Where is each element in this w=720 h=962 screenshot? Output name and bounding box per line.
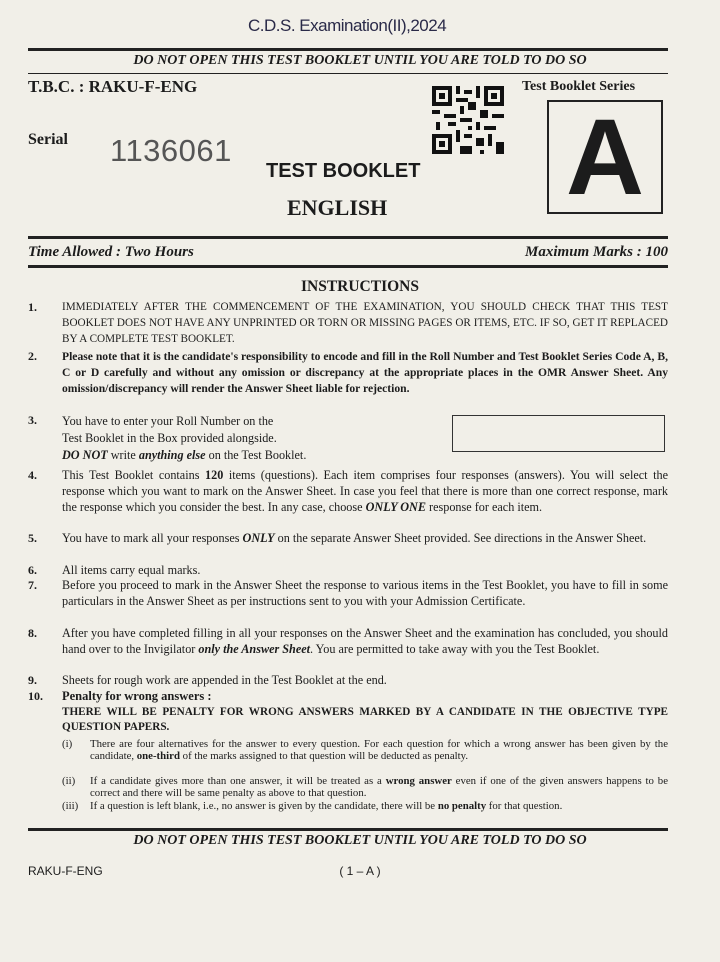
- text-part: even if one of the given answers happens to be correct and there will be same penalty as above to that question.: [90, 775, 668, 800]
- page-number: ( 1 – A ): [339, 864, 381, 878]
- item-line: write: [107, 448, 139, 462]
- text-part: response for each item.: [425, 499, 543, 514]
- sub-text: [90, 738, 668, 763]
- text-part: items (questions). Each item comprises four responses (answers). You will select the response which you want to mark on the Answer Sheet. In case you feel that there is more than one correct response, mark the response which you consider the best. In any case, choose: [62, 468, 668, 514]
- item-line: Test Booklet in the Box provided alongside.: [62, 431, 277, 445]
- text-part: After you have completed filling in all your responses on the Answer Sheet and the examination has concluded, you should hand over to the Invigilator: [62, 626, 668, 656]
- text-emphasis: only the Answer Sheet: [198, 641, 311, 656]
- series-label: Test Booklet Series: [522, 79, 636, 94]
- top-divider: [28, 48, 668, 51]
- serial-label: Serial: [28, 131, 68, 148]
- banner-underline: [28, 73, 668, 74]
- text-part: If a question is left blank, i.e., no answer is given by the candidate, there will be: [90, 800, 438, 812]
- item-number: 7.: [28, 578, 37, 592]
- text-part: of the marks assigned to that question will be deducted as penalty.: [179, 750, 469, 763]
- text-part: You have to mark all your responses: [62, 531, 243, 545]
- text-emphasis: ONLY: [242, 531, 275, 545]
- item-line: You have to enter your Roll Number on the: [62, 414, 274, 428]
- handwritten-exam-note: C.D.S. Examination(II),2024: [248, 16, 447, 35]
- item-text: [62, 689, 668, 735]
- sub-number: (iii): [62, 800, 79, 812]
- item-text: [62, 626, 668, 658]
- top-warning-banner: DO NOT OPEN THIS TEST BOOKLET UNTIL YOU ARE TOLD TO DO SO: [133, 53, 587, 68]
- text-emphasis: wrong answer: [385, 775, 452, 787]
- text-part: If a candidate gives more than one answer, it will be treated as a: [90, 775, 386, 787]
- text-emphasis: no penalty: [437, 800, 487, 812]
- item-number: 8.: [28, 626, 37, 640]
- roll-number-box[interactable]: [452, 415, 665, 452]
- text-emphasis: 120: [205, 468, 224, 482]
- time-bottom-divider: [28, 265, 668, 268]
- item-number: 6.: [28, 563, 37, 577]
- item-text: IMMEDIATELY AFTER THE COMMENCEMENT OF THE EXAMINATION, YOU SHOULD CHECK THAT THIS TEST BOOKLET DOES NOT HAVE ANY UNPRINTED OR TORN OR MISSING PAGES OR ITEMS, ETC. IF SO, GET IT REPLACED BY A COMPLETE TEST BOOKLET.: [62, 301, 668, 345]
- text-emphasis: one-third: [136, 750, 180, 763]
- booklet-title: TEST BOOKLET: [266, 160, 421, 182]
- series-code-box: [547, 96, 663, 217]
- item-text: All items carry equal marks.: [62, 563, 201, 577]
- maximum-marks: Maximum Marks : 100: [525, 244, 668, 260]
- time-allowed: Time Allowed : Two Hours: [28, 244, 194, 260]
- item-number: 3.: [28, 413, 37, 427]
- test-booklet-code: T.B.C. : RAKU-F-ENG: [28, 77, 198, 96]
- penalty-note: THERE WILL BE PENALTY FOR WRONG ANSWERS MARKED BY A CANDIDATE IN THE OBJECTIVE TYPE QUESTION PAPERS.: [62, 705, 668, 733]
- text-part: for that question.: [486, 800, 563, 812]
- item-number: 9.: [28, 673, 37, 687]
- text-emphasis: ONLY ONE: [365, 499, 426, 514]
- text-part: . You are permitted to take away with you the Test Booklet.: [310, 641, 600, 656]
- sub-text: [90, 800, 668, 812]
- item-text: Before you proceed to mark in the Answer Sheet the response to various items in the Test Booklet, you have to fill in some particulars in the Answer Sheet as per instructions sent to you with your Admission Certificate.: [62, 578, 668, 608]
- item-number: 4.: [28, 468, 37, 482]
- item-emphasis: DO NOT: [62, 448, 108, 462]
- item-number: 5.: [28, 531, 37, 545]
- text-part: There are four alternatives for the answer to every question. For each question for which a wrong answer has been given by the candidate,: [90, 738, 668, 763]
- sub-number: (i): [62, 738, 73, 750]
- bottom-divider: [28, 828, 668, 831]
- item-line: on the Test Booklet.: [205, 448, 307, 462]
- text-part: This Test Booklet contains: [62, 468, 205, 482]
- item-text: Please note that it is the candidate's responsibility to encode and fill in the Roll Number and Test Booklet Series Code A, B, C or D carefully and without any omission or discrepancy at the appropriate places in the OMR Answer Sheet. Any omission/discrepancy will render the Answer Sheet liable for rejection.: [62, 350, 668, 395]
- item-text: [62, 413, 438, 464]
- item-number: 1.: [28, 300, 37, 314]
- item-text: Sheets for rough work are appended in the Test Booklet at the end.: [62, 673, 387, 687]
- series-letter: A: [566, 96, 644, 217]
- item-text: [62, 468, 668, 515]
- serial-number: 1136061: [110, 133, 232, 168]
- instruction-item-10: [28, 689, 668, 829]
- instructions-heading: INSTRUCTIONS: [300, 278, 419, 295]
- time-top-divider: [28, 236, 668, 239]
- penalty-heading: Penalty for wrong answers :: [62, 689, 212, 703]
- item-text: [62, 531, 668, 547]
- bottom-warning-banner: DO NOT OPEN THIS TEST BOOKLET UNTIL YOU ARE TOLD TO DO SO: [133, 833, 587, 848]
- text-part: on the separate Answer Sheet provided. See directions in the Answer Sheet.: [274, 531, 647, 545]
- sub-number: (ii): [62, 775, 76, 787]
- item-number: 2.: [28, 349, 37, 363]
- qr-code-icon: [432, 86, 504, 154]
- footer-code: RAKU-F-ENG: [28, 864, 103, 878]
- item-emphasis: anything else: [138, 448, 206, 462]
- subject-title: ENGLISH: [287, 195, 388, 220]
- sub-text: [90, 775, 668, 800]
- item-number: 10.: [28, 689, 43, 703]
